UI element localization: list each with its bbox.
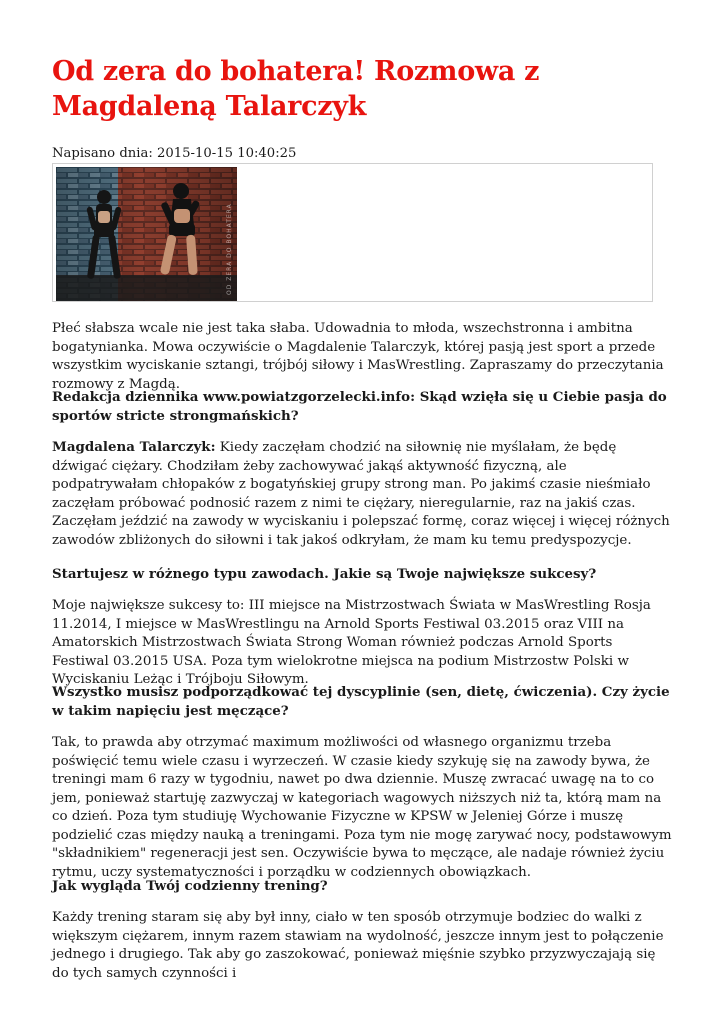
question-1: Redakcja dziennika www.powiatzgorzelecki.info: Skąd wzięła się u Ciebie pasja do sportów stricte strongmańskich? [52,389,667,424]
question-2: Startujesz w różnego typu zawodach. Jakie są Twoje największe sukcesy? [52,566,597,582]
article-title: Od zera do bohatera! Rozmowa z Magdaleną Talarczyk [52,56,540,122]
question-4: Jak wygląda Twój codzienny trening? [52,878,328,894]
answer-1-text: Kiedy zaczęłam chodzić na siłownię nie myślałam, że będę dźwigać ciężary. Chodziłam żeby zachowywać jakąś aktywność fizyczną, ale podpatrywałam chłopaków z bogatyńskiej grupy strong man. Po jakimś czasie nieśmiało zaczęłam próbować podnosić razem z nimi te ciężary, nieregularnie, raz na jakiś czas. Zaczęłam jeździć na zawody w wyciskaniu i polepszać formę, coraz więcej i więcej różnych zawodów zbliżonych do siłowni i tak jakoś odkryłam, że mam ku temu predyspozycje. [52,440,670,548]
article-image-frame [52,163,653,302]
article-photo[interactable] [56,167,237,301]
answer-1-speaker: Magdalena Talarczyk: [52,439,216,455]
publish-date: Napisano dnia: 2015-10-15 10:40:25 [52,146,297,161]
answer-2: Moje największe sukcesy to: III miejsce na Mistrzostwach Świata w MasWrestling Rosja 11.2014, I miejsce w MasWrestlingu na Arnold Sports Festiwal 03.2015 oraz VIII na Amatorskich Mistrzostwach Świata Strong Woman również podczas Arnold Sports Festiwal 03.2015 USA. Poza tym wielokrotne miejsca na podium Mistrzostw Polski w Wyciskaniu Leżąc i Trójboju Siłowym. [52,598,651,687]
article-intro: Płeć słabsza wcale nie jest taka słaba. Udowadnia to młoda, wszechstronna i ambitna bogatynianka. Mowa oczywiście o Magdalenie Talarczyk, której pasją jest sport a przede wszystkim wyciskanie sztangi, trójbój siłowy i MasWrestling. Zapraszamy do przeczytania rozmowy z Magdą. [52,321,664,392]
answer-1 [52,438,672,550]
photo-watermark: OD ZERA DO BOHATERA [226,203,233,295]
answer-4: Każdy trening staram się aby był inny, ciało w ten sposób otrzymuje bodziec do walki z większym ciężarem, innym razem stawiam na wydolność, jeszcze innym jest to połączenie jednego i drugiego. Tak aby go zaszokować, ponieważ mięśnie szybko przyzwyczajają się do tych samych czynności i [52,910,664,981]
answer-3: Tak, to prawda aby otrzymać maximum możliwości od własnego organizmu trzeba poświęcić temu wiele czasu i wyrzeczeń. W czasie kiedy szykuję się na zawody bywa, że treningi mam 6 razy w tygodniu, nawet po dwa dziennie. Muszę zwracać uwagę na to co jem, ponieważ startuję zazwyczaj w kategoriach wagowych niższych niż ta, którą mam na co dzień. Poza tym studiuję Wychowanie Fizyczne w KPSW w Jeleniej Górze i muszę podzielić czas między nauką a treningami. Poza tym nie mogę zarywać nocy, podstawowym "składnikiem" regeneracji jest sen. Oczywiście bywa to męczące, ale nadaje również życiu rytmu, uczy systematyczności i porządku w codziennych obowiązkach. [52,735,672,880]
question-3: Wszystko musisz podporządkować tej dyscyplinie (sen, dietę, ćwiczenia). Czy życie w takim napięciu jest męczące? [52,684,670,719]
